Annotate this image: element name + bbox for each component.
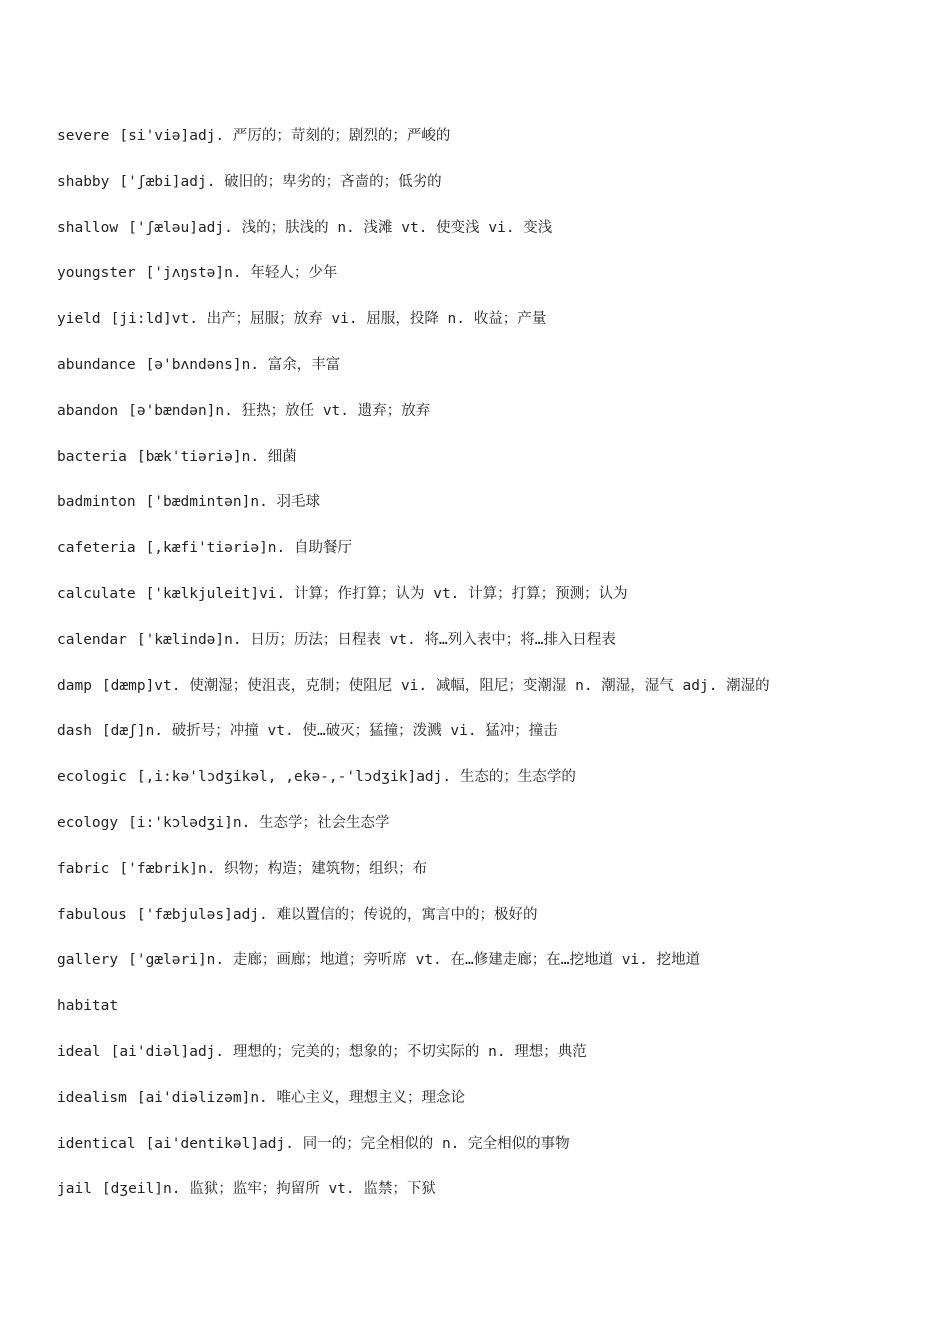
entry-word: shabby — [57, 173, 110, 190]
vocab-entry — [57, 857, 917, 903]
vocab-entry — [57, 903, 917, 949]
entry-word: habitat — [57, 998, 119, 1015]
entry-word: youngster — [57, 265, 136, 282]
entry-word: identical — [57, 1135, 136, 1152]
entry-word: shallow — [57, 219, 119, 236]
entry-definition: ['gæləri]n. 走廊；画廊；地道；旁听席 vt. 在…修建走廊；在…挖地道 vi. 挖地道 — [128, 952, 701, 969]
entry-definition: ['fæbrik]n. 织物；构造；建筑物；组织；布 — [119, 860, 428, 877]
vocabulary-list — [57, 124, 917, 1223]
entry-definition: [bæk'tiəriə]n. 细菌 — [136, 448, 297, 465]
entry-definition: ['kælində]n. 日历；历法；日程表 vt. 将…列入表中；将…排入日程表 — [136, 631, 616, 648]
vocab-entry — [57, 307, 917, 353]
entry-definition: [ə'bʌndəns]n. 富余，丰富 — [145, 356, 341, 373]
vocab-entry — [57, 124, 917, 170]
vocab-entry — [57, 811, 917, 857]
entry-word: ideal — [57, 1043, 101, 1060]
entry-definition: [,i:kə'lɔdʒikəl, ,ekə-,-'lɔdʒik]adj. 生态的；生态学的 — [136, 769, 576, 786]
vocab-entry — [57, 582, 917, 628]
vocab-entry — [57, 170, 917, 216]
entry-word: ecology — [57, 814, 119, 831]
entry-definition: [ai'diəl]adj. 理想的；完美的；想象的；不切实际的 n. 理想；典范 — [110, 1043, 587, 1060]
entry-word: gallery — [57, 952, 119, 969]
vocab-entry — [57, 1132, 917, 1178]
entry-word: badminton — [57, 494, 136, 511]
vocab-entry — [57, 948, 917, 994]
entry-definition: [i:'kɔlədʒi]n. 生态学；社会生态学 — [128, 814, 390, 831]
vocab-entry — [57, 216, 917, 262]
entry-definition: [,kæfi'tiəriə]n. 自助餐厅 — [145, 540, 352, 557]
entry-definition: ['bædmintən]n. 羽毛球 — [145, 494, 321, 511]
entry-word: yield — [57, 311, 101, 328]
entry-word: fabric — [57, 860, 110, 877]
entry-word: bacteria — [57, 448, 127, 465]
entry-word: damp — [57, 677, 92, 694]
vocab-entry — [57, 353, 917, 399]
entry-definition: ['ʃæbi]adj. 破旧的；卑劣的；吝啬的；低劣的 — [119, 173, 442, 190]
entry-word: dash — [57, 723, 92, 740]
entry-definition: ['kælkjuleit]vi. 计算；作打算；认为 vt. 计算；打算；预测；认为 — [145, 585, 628, 602]
entry-word: calculate — [57, 585, 136, 602]
entry-definition: [dæmp]vt. 使潮湿；使沮丧，克制；使阻尼 vi. 减幅，阻尼；变潮湿 n. 潮湿，湿气 adj. 潮湿的 — [101, 677, 770, 694]
entry-word: severe — [57, 128, 110, 144]
entry-definition: ['fæbjuləs]adj. 难以置信的；传说的，寓言中的；极好的 — [136, 906, 538, 923]
entry-definition: ['jʌŋstə]n. 年轻人；少年 — [145, 265, 338, 282]
vocab-entry — [57, 399, 917, 445]
entry-word: abandon — [57, 402, 119, 419]
vocab-entry — [57, 261, 917, 307]
vocab-entry — [57, 719, 917, 765]
entry-definition: [dæʃ]n. 破折号；冲撞 vt. 使…破灭；猛撞；泼溅 vi. 猛冲；撞击 — [101, 723, 558, 740]
vocab-entry — [57, 765, 917, 811]
entry-word: cafeteria — [57, 540, 136, 557]
entry-word: jail — [57, 1181, 92, 1198]
entry-definition: ['ʃæləu]adj. 浅的；肤浅的 n. 浅滩 vt. 使变浅 vi. 变浅 — [128, 219, 553, 236]
entry-definition: [dʒeil]n. 监狱；监牢；拘留所 vt. 监禁；下狱 — [101, 1181, 436, 1198]
vocab-entry — [57, 994, 917, 1040]
vocab-entry — [57, 1177, 917, 1223]
vocab-entry — [57, 490, 917, 536]
vocab-entry — [57, 1086, 917, 1132]
vocab-entry — [57, 674, 917, 720]
entry-definition: [ai'dentikəl]adj. 同一的；完全相似的 n. 完全相似的事物 — [145, 1135, 570, 1152]
entry-word: calendar — [57, 631, 127, 648]
entry-word: ecologic — [57, 769, 127, 786]
vocab-entry — [57, 628, 917, 674]
entry-word: idealism — [57, 1089, 127, 1106]
vocab-entry — [57, 445, 917, 491]
entry-definition: [ə'bændən]n. 狂热；放任 vt. 遗弃；放弃 — [128, 402, 431, 419]
entry-word: fabulous — [57, 906, 127, 923]
entry-definition: [ji:ld]vt. 出产；屈服；放弃 vi. 屈服，投降 n. 收益；产量 — [110, 311, 547, 328]
entry-definition: [ai'diəlizəm]n. 唯心主义，理想主义；理念论 — [136, 1089, 466, 1106]
vocab-entry — [57, 536, 917, 582]
entry-word: abundance — [57, 356, 136, 373]
vocab-entry — [57, 1040, 917, 1086]
entry-definition: [si'viə]adj. 严厉的；苛刻的；剧烈的；严峻的 — [119, 128, 451, 144]
